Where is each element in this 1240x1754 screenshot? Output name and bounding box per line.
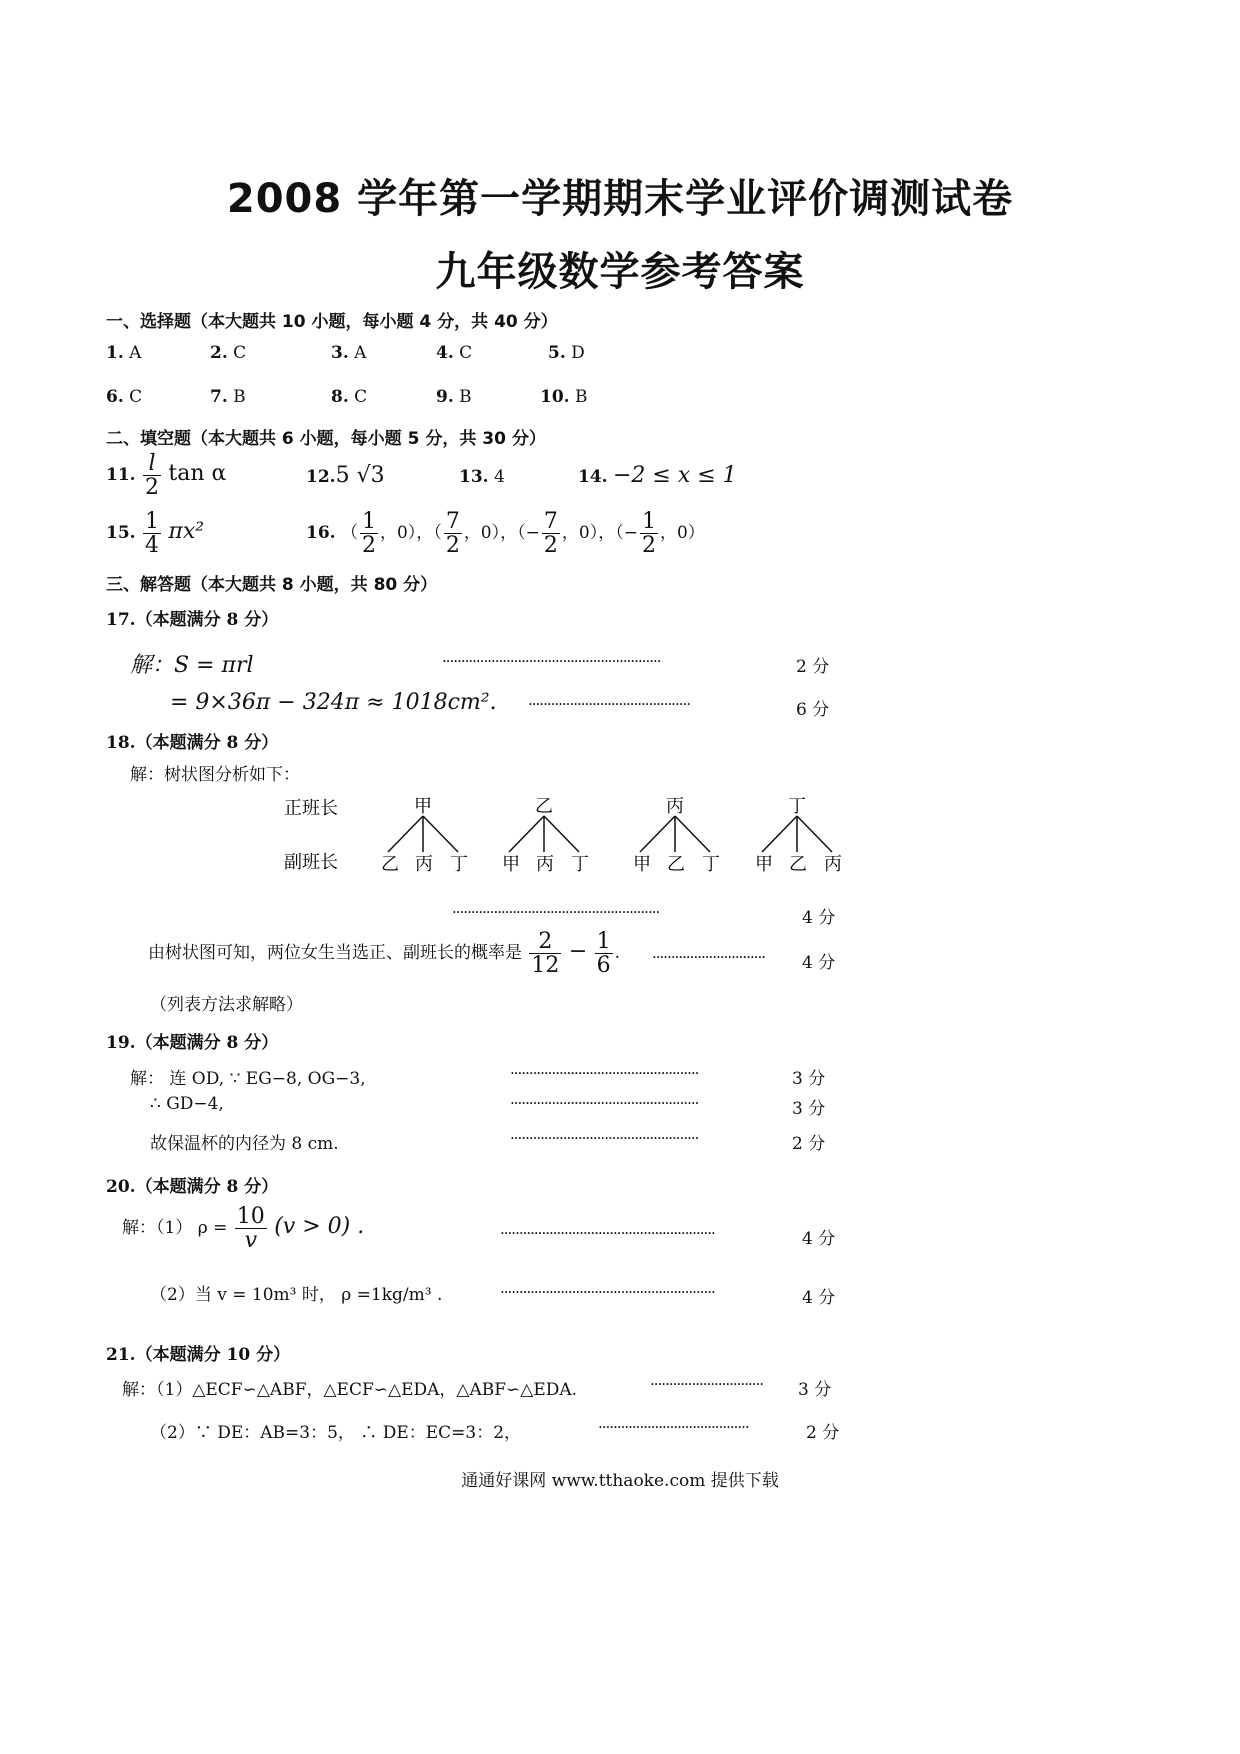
answer-item: 6. C	[106, 387, 143, 407]
q21-score1: 3 分	[798, 1380, 832, 1400]
tree-branch-2	[502, 796, 589, 875]
q20-score2: 4 分	[802, 1288, 836, 1308]
q20-dots1: ·························································	[500, 1224, 715, 1242]
tree-leaf: 乙	[789, 854, 807, 875]
answer-13: 13. 4	[459, 467, 505, 487]
q19-score2: 3 分	[792, 1099, 826, 1119]
q21-dots1: ······························	[650, 1375, 764, 1393]
tree-branch-3	[633, 796, 720, 875]
q21-score2: 2 分	[806, 1423, 840, 1443]
q17-score2: 6 分	[796, 700, 830, 720]
q21-line1: 解：（1）△ECF∽△ABF，△ECF∽△EDA，△ABF∽△EDA.	[122, 1380, 578, 1400]
answer-item: 10. B	[540, 387, 588, 407]
tree-leaf: 丙	[824, 854, 842, 875]
answer-item: 2. C	[210, 343, 247, 363]
row-label-top: 正班长	[284, 798, 338, 819]
q19-dots2: ··················································	[510, 1094, 699, 1112]
tree-branch-4	[755, 796, 842, 875]
document-title: 2008 学年第一学期期末学业评价调测试卷	[226, 176, 1014, 222]
answer-14: 14. −2 ≤ x ≤ 1	[578, 463, 737, 488]
answer-15: 15. $\frac{1}{4}$ πx²	[106, 509, 205, 559]
q18-intro: 解：树状图分析如下：	[130, 765, 300, 785]
tree-leaf: 丙	[536, 854, 554, 875]
tree-leaf: 丁	[450, 854, 468, 875]
answer-11: 11. $\frac{l}{2}$ tan α	[106, 451, 227, 501]
section2-heading: 二、填空题（本大题共 6 小题，每小题 5 分，共 30 分）	[106, 429, 546, 449]
q17-line1: 解：S = πrl	[130, 653, 254, 678]
tree-leaf: 甲	[502, 854, 520, 875]
q21-line2: （2）∵ DE：AB=3：5， ∴ DE：EC=3：2，	[150, 1423, 522, 1443]
answer-16: 16. （ $\frac{1}{2}$ ，0），（ $\frac{7}{2}$ ，0），（− $\frac{7}{2}$ ，0），（− $\frac{1}{2}$ ，0）	[306, 509, 705, 559]
tree-leaf: 丙	[415, 854, 433, 875]
q17-score1: 2 分	[796, 657, 830, 677]
q19-line1: 解： 连 OD, ∵ EG−8, OG−3,	[130, 1069, 366, 1089]
answer-item: 8. C	[331, 387, 368, 407]
tree-leaf: 甲	[633, 854, 651, 875]
document-subtitle: 九年级数学参考答案	[435, 249, 805, 295]
tree-branch-1	[381, 796, 468, 875]
q18-score1: 4 分	[802, 908, 836, 928]
answer-item: 5. D	[548, 343, 585, 363]
tree-diagram	[280, 790, 860, 890]
q20-dots2: ·························································	[500, 1283, 715, 1301]
q21-heading: 21.（本题满分 10 分）	[106, 1345, 291, 1365]
q19-line3: 故保温杯的内径为 8 cm.	[150, 1134, 339, 1154]
q17-dots2: ···········································	[528, 695, 691, 713]
q17-line2: = 9×36π − 324π ≈ 1018cm².	[170, 690, 497, 715]
q21-dots2: ········································	[598, 1418, 749, 1436]
q19-line2: ∴ GD−4,	[150, 1094, 224, 1114]
q17-heading: 17.（本题满分 8 分）	[106, 610, 279, 630]
answer-12: 12.5 √3	[306, 463, 385, 488]
tree-leaf: 丁	[702, 854, 720, 875]
q18-heading: 18.（本题满分 8 分）	[106, 733, 279, 753]
q17-dots1: ··························································	[442, 652, 661, 670]
tree-root: 乙	[535, 796, 553, 817]
q18-note: （列表方法求解略）	[150, 995, 303, 1015]
q19-dots3: ··················································	[510, 1129, 699, 1147]
tree-root: 丙	[666, 796, 684, 817]
answer-item: 9. B	[436, 387, 472, 407]
tree-root: 丁	[788, 796, 806, 817]
q18-dots2: ······························	[652, 948, 766, 966]
q19-dots1: ··················································	[510, 1064, 699, 1082]
answer-item: 4. C	[436, 343, 473, 363]
answer-item: 7. B	[210, 387, 246, 407]
tree-leaf: 乙	[381, 854, 399, 875]
page-footer: 通通好课网 www.tthaoke.com 提供下载	[461, 1471, 779, 1491]
row-label-bottom: 副班长	[284, 852, 338, 873]
q19-score1: 3 分	[792, 1069, 826, 1089]
section1-heading: 一、选择题（本大题共 10 小题，每小题 4 分，共 40 分）	[106, 312, 558, 332]
q19-score3: 2 分	[792, 1134, 826, 1154]
tree-leaf: 丁	[571, 854, 589, 875]
q19-heading: 19.（本题满分 8 分）	[106, 1033, 279, 1053]
q18-dots1: ·······················································	[452, 903, 660, 921]
answer-item: 1. A	[106, 343, 142, 363]
tree-leaf: 乙	[667, 854, 685, 875]
q20-score1: 4 分	[802, 1229, 836, 1249]
tree-leaf: 甲	[755, 854, 773, 875]
tree-root: 甲	[414, 796, 432, 817]
q18-score2: 4 分	[802, 953, 836, 973]
q20-line1: 解：（1） ρ = $\frac{10}{v}$ (v > 0) .	[122, 1204, 365, 1254]
answer-item: 3. A	[331, 343, 367, 363]
section3-heading: 三、解答题（本大题共 8 小题，共 80 分）	[106, 575, 438, 595]
q18-conclusion: 由树状图可知，两位女生当选正、副班长的概率是 $\frac{2}{12}$ − $\frac{1}{6}$ .	[148, 929, 621, 979]
q20-line2: （2）当 v = 10m³ 时， ρ =1kg/m³ .	[150, 1285, 443, 1305]
q20-heading: 20.（本题满分 8 分）	[106, 1177, 279, 1197]
